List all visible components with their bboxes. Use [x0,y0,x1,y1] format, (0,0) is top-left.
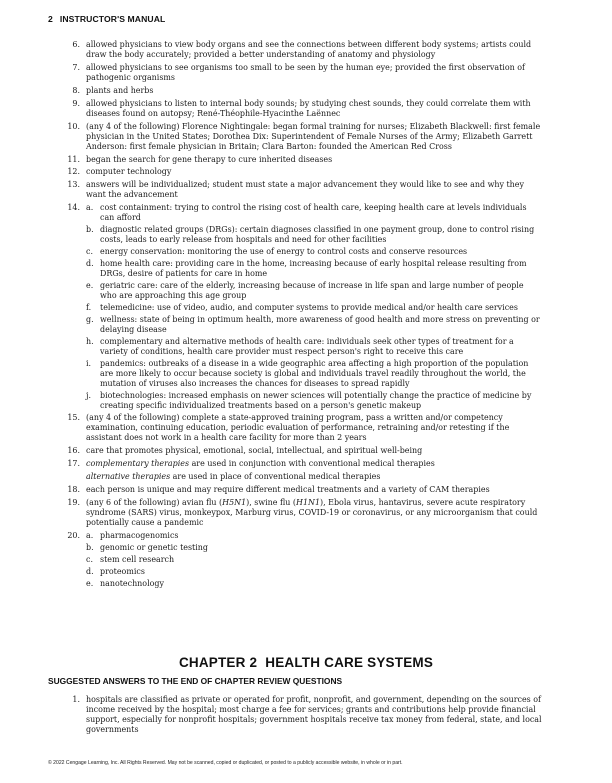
term-alternative: alternative therapies [86,472,171,482]
chapter-label: CHAPTER 2 [178,655,258,670]
sub-item: d. home health care: providing care in the home, increasing because of early hospital release resulting from DRGs, desire of patients for care in home [86,259,527,279]
sub-item: d. proteomics [86,566,145,576]
alternative-definition: alternative therapies are used in place of conventional medical therapies [86,472,381,482]
sub-item: f. telemedicine: use of video, audio, and computer systems to provide medical and/or health care services [86,302,518,312]
sub-item: c. stem cell research [86,554,175,564]
chapter-title: HEALTH CARE SYSTEMS [265,655,434,670]
list-item: 7. allowed physicians to see organisms too small to be seen by the human eye; provided the first observation of pathogenic organisms [72,62,525,82]
running-head-title: INSTRUCTOR'S MANUAL [59,14,166,24]
sublist [86,531,542,589]
term-complementary: complementary therapies [86,459,190,469]
running-head [48,14,165,24]
page-number: 2 [48,14,53,24]
answer-list-chapter-1 [0,40,612,592]
list-item: 18. each person is unique and may require different medical treatments and a variety of CAM therapies [67,485,490,495]
list-item: 16. care that promotes physical, emotional, social, intellectual, and spiritual well-being [67,446,423,456]
list-item: 12. computer technology [67,167,172,177]
copyright-footer: © 2022 Cengage Learning, Inc. All Rights Reserved. May not be scanned, copied or duplicated, or posted to a publicly accessible website, in whole or in part. [48,760,403,766]
list-item: 6. allowed physicians to view body organs and see the connections between different body systems; artists could draw the body accurately; provided a better understanding of anatomy and physiology [72,40,532,59]
list-item-14: 14. a. cost containment: trying to control the rising cost of health care, keeping health care at levels individuals can afford b. diagnostic related groups (DRGs): certain diagnoses classified in one payment group, done to control rising costs, leads to early release from hospitals and need for other facilities c. energy conservation: monitoring the use of energy to control costs and conserve resources d. home health care: providing care in the home, increasing because of early hospital release resulting from DRGs, desire of patients for care in home e. geriatric care: care of the elderly, increasing because of increase in life span and large number of people who are approaching this age group f. telemedicine: use of video, audio, and computer systems to provide medical and/or health care services g. wellness: state of being in optimum health, more awareness of good health and more stress on preventing or delaying disease h. complementary and alternative methods of health care: individuals seek other types of treatment for a variety of conditions, health care provider must respect person's right to receive this care i. pandemics: outbreaks of a disease in a wide geographic area affecting a high proportion of the population are more likely to occur because society is global and individuals travel readily throughout the world, the mutation of viruses also increases the chances for diseases to spread rapidly j. biotechnologies: increased emphasis on newer sciences will potentially change the practice of medicine by creating specific individualized treatments based on a person's genetic makeup [0,203,612,410]
list-item: 1. hospitals are classified as private or operated for profit, nonprofit, and government, depending on the sources of income received by the hospital; most charge a fee for services; grants and contributions help provide financial support, especially for nonprofit hospitals; government hospitals receive tax money from federal, state, and local governments [72,695,542,734]
list-item: 15. (any 4 of the following) complete a state-approved training program, pass a written and/or competency examination, continuing education, periodic evaluation of performance, retraining and/or retesting if the assistant does not work in a health care facility for more than 2 years [67,413,510,443]
list-item: 11. began the search for gene therapy to cure inherited diseases [67,154,333,164]
section-heading: SUGGESTED ANSWERS TO THE END OF CHAPTER REVIEW QUESTIONS [48,676,343,686]
list-item-17: 17. complementary therapies are used in conjunction with conventional medical therapies alternative therapies are used in place of conventional medical therapies [0,459,612,482]
sub-item: a. cost containment: trying to control the rising cost of health care, keeping health care at levels individuals can afford [86,203,527,223]
list-item: 8. plants and herbs [72,85,154,95]
sub-item: a. pharmacogenomics [86,530,179,540]
list-item: 9. allowed physicians to listen to internal body sounds; by studying chest sounds, they could correlate them with diseases found on autopsy; René-Théophile-Hyacinthe Laënnec [72,98,531,118]
sub-item: c. energy conservation: monitoring the use of energy to control costs and conserve resources [86,247,468,257]
list-item-19: 19. (any 6 of the following) avian flu (H5N1), swine flu (H1N1), Ebola virus, hantavirus, severe acute respiratory syndrome (SARS) virus, monkeypox, Marburg virus, COVID-19 or coronavirus, or any microorganism that could potentially cause a pandemic [67,498,538,528]
sub-item: b. genomic or genetic testing [86,542,208,552]
sub-item: i. pandemics: outbreaks of a disease in a wide geographic area affecting a high proportion of the population are more likely to occur because society is global and individuals travel readily throughout the world, the mutation of viruses also increases the chances for diseases to spread rapidly [86,358,529,388]
sub-item: e. geriatric care: care of the elderly, increasing because of increase in life span and large number of people who are approaching this age group [86,281,524,300]
sub-item: h. complementary and alternative methods of health care: individuals seek other types of treatment for a variety of conditions, health care provider must respect person's right to receive this care [86,336,514,356]
sub-item: e. nanotechnology [86,578,164,588]
list-item: 10. (any 4 of the following) Florence Nightingale: began formal training for nurses; Elizabeth Blackwell: first female physician in the United States; Dorothea Dix: Superintendent of Female Nurses of the Army; Elizabeth Garrett Anderson: first female physician in Britain; Clara Barton: founded the American Red Cross [67,121,541,151]
list-item: 13. answers will be individualized; student must state a major advancement they would like to see and why they want the advancement [67,180,524,200]
sub-item: g. wellness: state of being in optimum health, more awareness of good health and more stress on preventing or delaying disease [86,314,540,334]
sublist [86,203,542,410]
answer-list-chapter-2 [0,695,612,738]
sub-item: j. biotechnologies: increased emphasis on newer sciences will potentially change the practice of medicine by creating specific individualized treatments based on a person's genetic makeup [86,390,532,410]
list-item-20: 20. a. pharmacogenomics b. genomic or genetic testing c. stem cell research d. proteomics e. nanotechnology [0,531,612,589]
sub-item: b. diagnostic related groups (DRGs): certain diagnoses classified in one payment group, done to control rising costs, leads to early release from hospitals and need for other facilities [86,225,535,245]
chapter-heading [0,655,612,670]
